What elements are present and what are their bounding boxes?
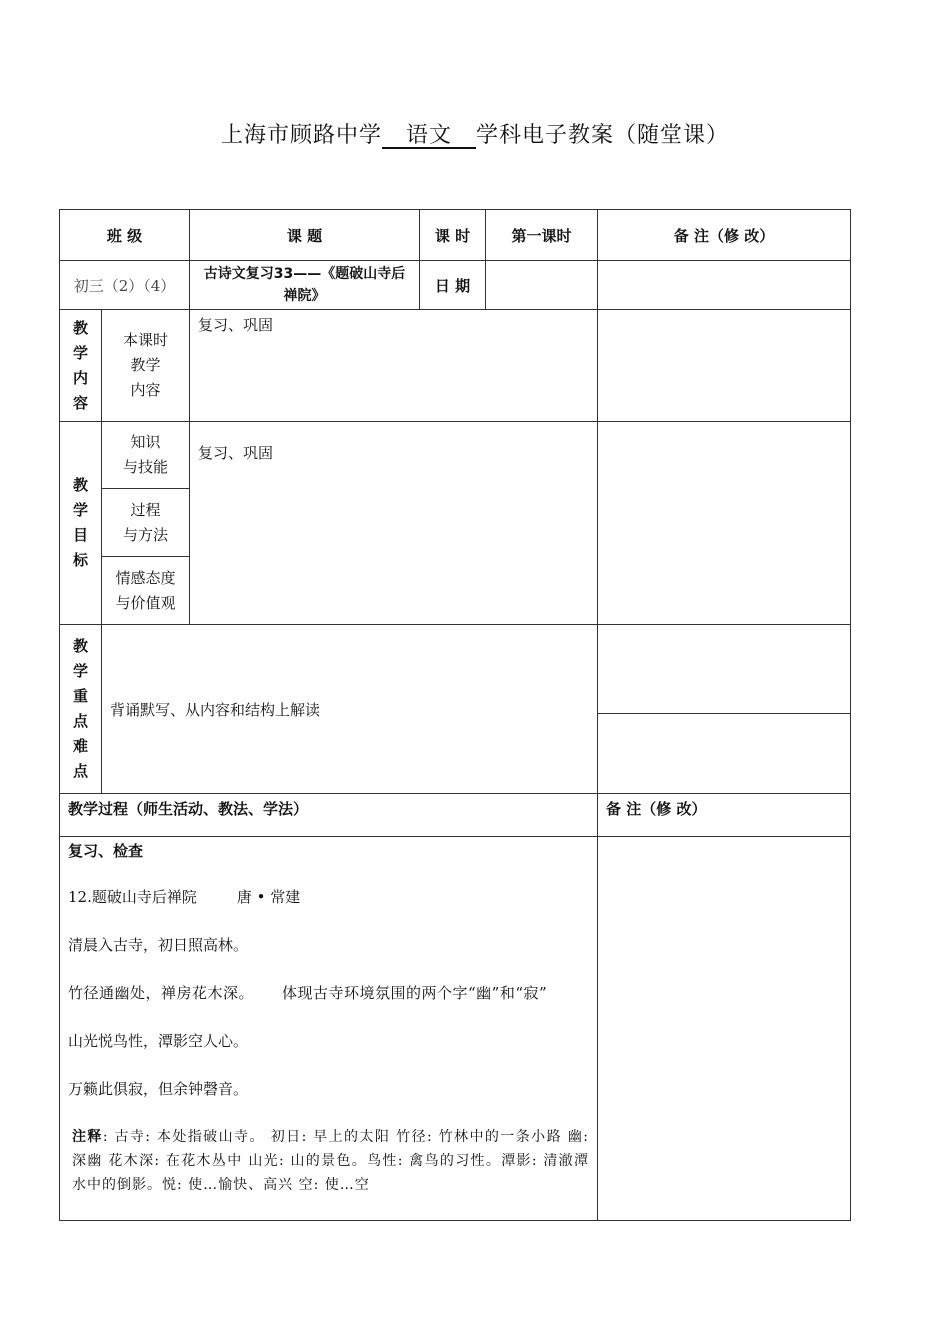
poem-line-4: 万籁此俱寂，但余钟磬音。 bbox=[68, 1080, 249, 1098]
class-label: 班 级 bbox=[60, 210, 190, 261]
process-remark-cell bbox=[598, 837, 851, 1221]
poem-line-2 bbox=[68, 981, 589, 1005]
poem-line-1: 清晨入古寺，初日照高林。 bbox=[68, 936, 249, 954]
focus-remark-cell-1 bbox=[598, 625, 851, 714]
poem-title-line bbox=[68, 885, 589, 909]
date-label: 日 期 bbox=[420, 261, 486, 310]
class-value: 初三（2）（4） bbox=[60, 261, 190, 310]
poem-author: 唐 • 常建 bbox=[236, 888, 301, 906]
subject-name: 语文 bbox=[405, 123, 452, 148]
goals-section-label: 教 学 目 标 bbox=[60, 422, 102, 625]
remark-label: 备 注（修 改） bbox=[598, 210, 851, 261]
focus-section-label: 教 学 重 点 难 点 bbox=[60, 625, 102, 794]
poem-line-2-note: 体现古寺环境氛围的两个字“幽”和“寂” bbox=[282, 984, 548, 1002]
process-header: 教学过程（师生活动、教法、学法） bbox=[60, 794, 598, 837]
topic-label: 课 题 bbox=[190, 210, 420, 261]
notes-text: : 古寺: 本处指破山寺。 初日: 早上的太阳 竹径: 竹林中的一条小路 幽: 深幽 花木深: 在花木丛中 山光: 山的景色。鸟性: 禽鸟的习性。潭影: 清澈潭水中的倒影。悦: 使…愉快、高兴 空: 使…空 bbox=[72, 1129, 590, 1193]
content-remark-cell bbox=[598, 310, 851, 422]
content-section-label: 教 学 内 容 bbox=[60, 310, 102, 422]
content-sub-label: 本课时 教学 内容 bbox=[102, 310, 190, 422]
process-body bbox=[60, 837, 598, 1221]
emotion-label: 情感态度 与价值观 bbox=[102, 557, 190, 625]
topic-value: 古诗文复习33——《题破山寺后禅院》 bbox=[190, 261, 420, 310]
process-heading: 复习、检查 bbox=[68, 842, 144, 860]
poem-line-2-text: 竹径通幽处，禅房花木深。 bbox=[68, 984, 255, 1002]
focus-remark-cell-2 bbox=[598, 714, 851, 794]
content-value: 复习、巩固 bbox=[190, 310, 598, 422]
poem-notes bbox=[68, 1125, 589, 1197]
goals-value: 复习、巩固 bbox=[190, 422, 598, 625]
school-name: 上海市顾路中学 bbox=[220, 123, 382, 148]
notes-label: 注释 bbox=[72, 1129, 103, 1145]
remark-cell bbox=[598, 261, 851, 310]
process-remark-header: 备 注（修 改） bbox=[598, 794, 851, 837]
lesson-plan-table bbox=[59, 209, 851, 1221]
goals-remark-cell bbox=[598, 422, 851, 625]
focus-value: 背诵默写、从内容和结构上解读 bbox=[102, 625, 598, 794]
period-label: 课 时 bbox=[420, 210, 486, 261]
period-value: 第一课时 bbox=[486, 210, 598, 261]
process-method-label: 过程 与方法 bbox=[102, 489, 190, 557]
poem-title: 12.题破山寺后禅院 bbox=[68, 888, 197, 906]
title-suffix: 学科电子教案（随堂课） bbox=[475, 123, 729, 148]
page-title bbox=[0, 118, 950, 149]
date-value bbox=[486, 261, 598, 310]
knowledge-label: 知识 与技能 bbox=[102, 422, 190, 489]
poem-line-3: 山光悦鸟性，潭影空人心。 bbox=[68, 1032, 249, 1050]
